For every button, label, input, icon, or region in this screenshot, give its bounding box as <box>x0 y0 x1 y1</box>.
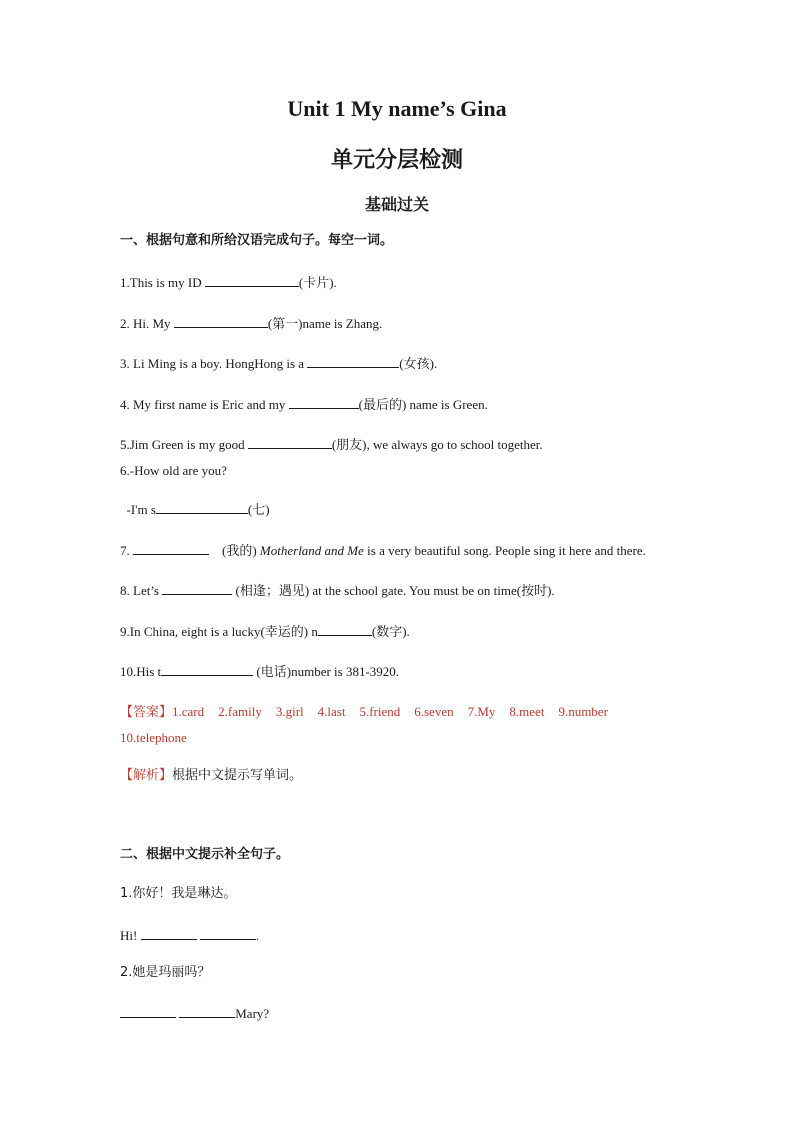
q1-text: 1.This is my ID <box>120 275 205 290</box>
question-1 <box>120 274 337 291</box>
q3-text: 3. Li Ming is a boy. HongHong is a <box>120 356 308 371</box>
question-3 <box>120 355 437 372</box>
p2q1-greeting: Hi! <box>120 928 141 943</box>
p2q2-end: Mary? <box>235 1006 270 1021</box>
q9-blank[interactable] <box>318 623 372 636</box>
q6-reply: -I'm s <box>120 502 156 517</box>
analysis-tag: 【解析】 <box>120 768 173 783</box>
question-4 <box>120 396 488 413</box>
q7-song-title: Motherland and Me <box>259 543 364 558</box>
test-subtitle: 单元分层检测 <box>330 148 463 173</box>
q2-blank[interactable] <box>174 315 268 328</box>
part1-heading: 一、根据句意和所给汉语完成句子。每空一词。 <box>120 233 394 248</box>
question-5 <box>120 436 543 453</box>
p2q1-blank-1[interactable] <box>141 927 197 940</box>
q7-hint: (我的) <box>209 543 260 558</box>
answer-item: 10.telephone <box>120 730 187 745</box>
part2-heading: 二、根据中文提示补全句子。 <box>120 847 290 862</box>
answer-item: 4.last <box>317 704 346 719</box>
p2q2-blank-1[interactable] <box>120 1005 176 1018</box>
question-9 <box>120 623 410 640</box>
p2q1-end: . <box>255 928 260 943</box>
q2-text: 2. Hi. My <box>120 316 174 331</box>
answer-item: 9.number <box>558 704 608 719</box>
part2-answer-2 <box>120 1005 269 1022</box>
question-7 <box>120 542 646 559</box>
answer-item: 1.card <box>172 704 205 719</box>
q8-text: 8. Let’s <box>120 583 163 598</box>
q4-text: 4. My first name is Eric and my <box>120 397 289 412</box>
q9-text: 9.In China, eight is a lucky(幸运的) n <box>120 624 318 639</box>
answer-item: 2.family <box>218 704 262 719</box>
p2q2-blank-2[interactable] <box>179 1005 235 1018</box>
q9-hint: (数字). <box>371 624 410 639</box>
analysis-line <box>120 768 302 784</box>
question-6-answer-line <box>120 501 270 518</box>
question-6 <box>120 463 227 479</box>
q6-text: 6.-How old are you? <box>120 463 227 478</box>
q7-rest: is a very beautiful song. People sing it here and there. <box>363 543 646 558</box>
part2-answer-1 <box>120 927 259 944</box>
q6-blank[interactable] <box>156 501 248 514</box>
q5-hint: (朋友), we always go to school together. <box>331 437 543 452</box>
q8-blank[interactable] <box>162 582 232 595</box>
p2q1-blank-2[interactable] <box>200 927 256 940</box>
answer-line <box>120 704 608 721</box>
q10-hint: (电话)number is 381-3920. <box>253 664 400 679</box>
section-title: 基础过关 <box>364 195 429 214</box>
q2-hint: (第一)name is Zhang. <box>267 316 383 331</box>
part2-question-1: 1.你好！我是琳达。 <box>120 886 237 901</box>
answer-item: 7.My <box>467 704 496 719</box>
q1-hint: (卡片). <box>298 275 337 290</box>
answer-line-2 <box>120 730 201 747</box>
q5-text: 5.Jim Green is my good <box>120 437 248 452</box>
q3-blank[interactable] <box>307 355 399 368</box>
answer-item: 6.seven <box>414 704 454 719</box>
part2-question-2: 2.她是玛丽吗？ <box>120 965 211 980</box>
answer-item: 8.meet <box>509 704 545 719</box>
question-10 <box>120 663 399 680</box>
q3-hint: (女孩). <box>399 356 438 371</box>
answer-item: 5.friend <box>359 704 401 719</box>
unit-title: Unit 1 My name’s Gina <box>287 96 507 121</box>
question-2 <box>120 315 382 332</box>
q10-text: 10.His t <box>120 664 162 679</box>
q4-blank[interactable] <box>289 396 359 409</box>
q8-hint: (相逢；遇见) at the school gate. You must be on time(按时). <box>232 583 555 598</box>
q7-text: 7. <box>120 543 133 558</box>
analysis-text: 根据中文提示写单词。 <box>172 768 303 783</box>
q4-hint: (最后的) name is Green. <box>358 397 488 412</box>
q6-hint: (七) <box>247 502 270 517</box>
q7-blank[interactable] <box>133 542 209 555</box>
answer-item: 3.girl <box>275 704 304 719</box>
answer-tag: 【答案】 <box>120 705 173 720</box>
question-8 <box>120 582 555 599</box>
q5-blank[interactable] <box>248 436 332 449</box>
q1-blank[interactable] <box>205 274 299 287</box>
q10-blank[interactable] <box>161 663 253 676</box>
